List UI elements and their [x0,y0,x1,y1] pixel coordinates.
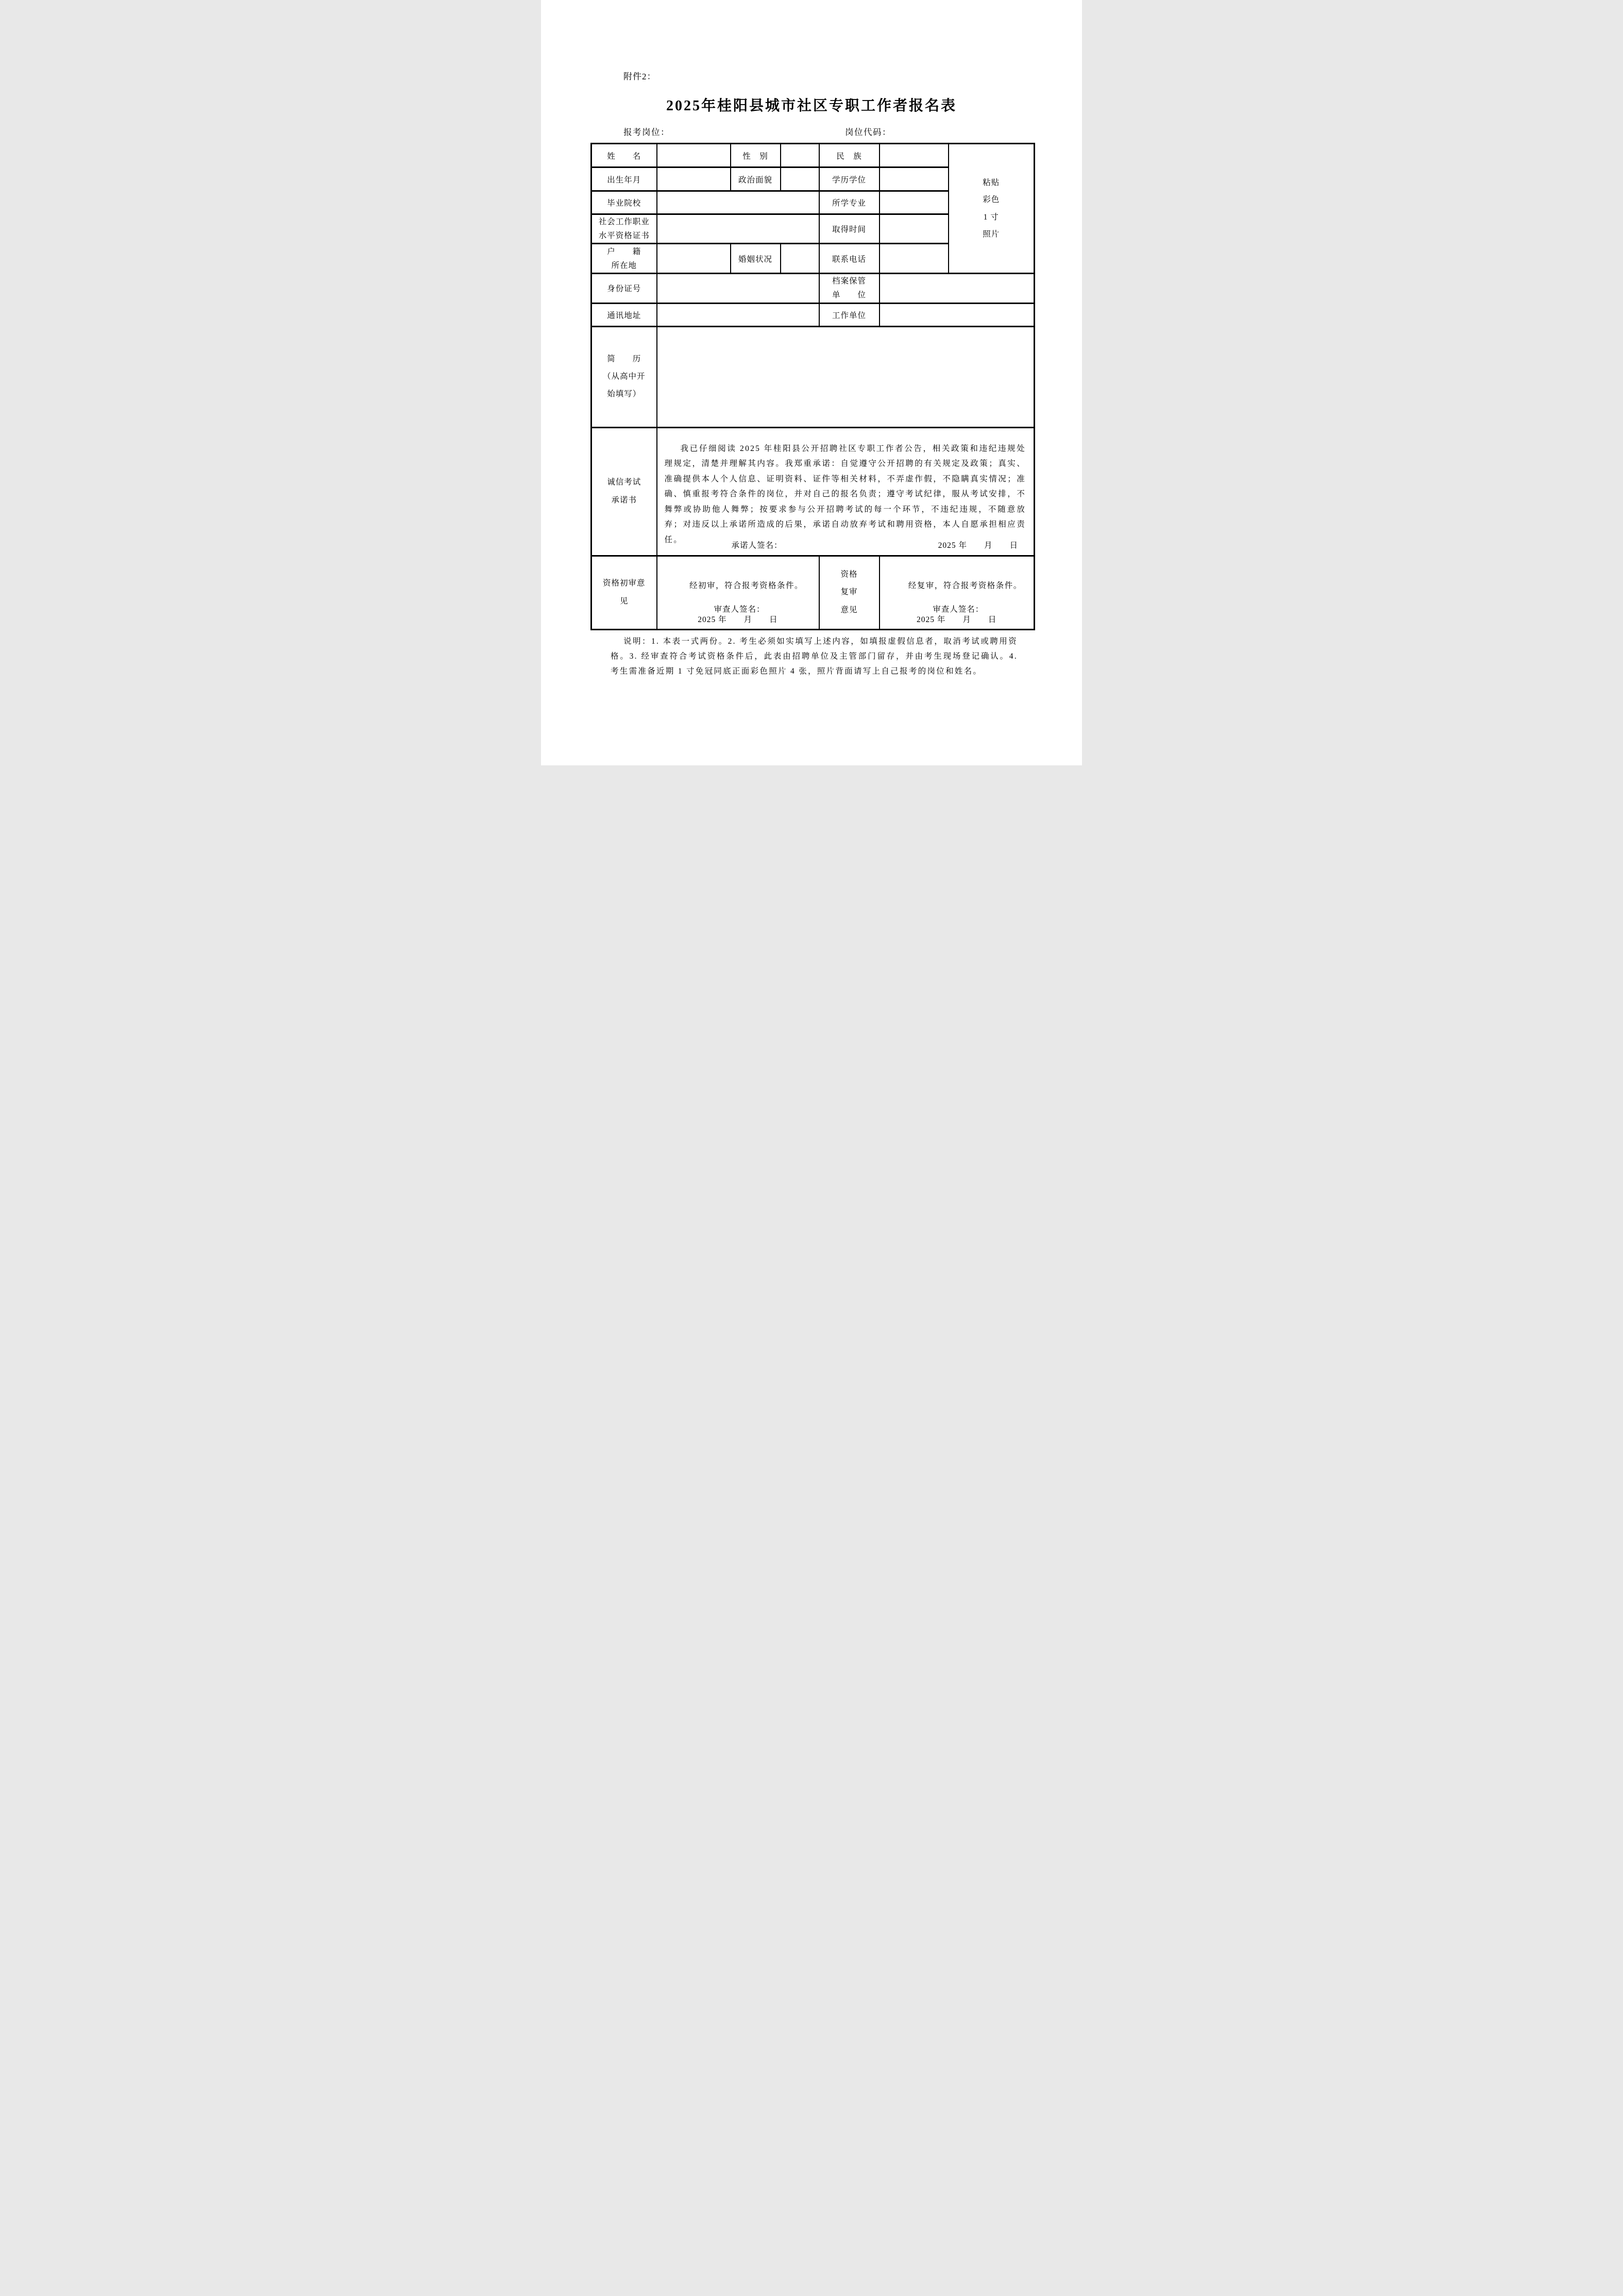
gender-value-cell[interactable] [781,144,819,167]
school-value-cell[interactable] [657,191,819,214]
initial-review-date[interactable]: 2025 年 月 日 [698,615,778,624]
re-review-label: 资格 复审 意见 [819,556,880,629]
page-title: 2025年桂阳县城市社区专职工作者报名表 [666,98,957,114]
pledge-label: 诚信考试 承诺书 [591,427,657,556]
residence-value-cell[interactable] [657,244,731,274]
marriage-value-cell[interactable] [781,244,819,274]
birth-label: 出生年月 [591,167,657,191]
photo-text-line: 粘贴 [983,178,1000,187]
initial-review-content-cell [657,556,819,629]
employer-label: 工作单位 [819,303,880,326]
photo-text-line: 彩色 [983,195,1000,205]
name-value-cell[interactable] [657,144,731,167]
employer-value-cell[interactable] [880,303,1035,326]
school-label: 毕业院校 [591,191,657,214]
meta-row [623,125,1046,137]
attachment-label: 附件2： [623,72,656,81]
row-review [591,556,1035,629]
row-name [591,144,1035,167]
phone-label: 联系电话 [819,244,880,274]
cert-time-value-cell[interactable] [880,214,949,244]
address-label: 通讯地址 [591,303,657,326]
photo-text-line: 1 寸 [983,212,999,222]
row-address [591,303,1035,326]
pledge-date[interactable]: 2025 年 月 日 [938,541,1018,550]
pledge-signer-label[interactable]: 承诺人签名： [731,541,783,550]
row-resume [591,326,1035,427]
social-cert-value-cell[interactable] [657,214,819,244]
birth-value-cell[interactable] [657,167,731,191]
initial-review-signer-label[interactable]: 审查人签名： [714,605,765,614]
social-cert-label: 社会工作职业 水平资格证书 [591,214,657,244]
residence-label: 户 籍 所在地 [591,244,657,274]
re-review-date[interactable]: 2025 年 月 日 [917,615,997,624]
education-label: 学历学位 [819,167,880,191]
pledge-body-text: 我已仔细阅读 2025 年桂阳县公开招聘社区专职工作者公告，相关政策和违纪违规处理规定，清楚并理解其内容。我郑重承诺：自觉遵守公开招聘的有关规定及政策；真实、准确提供本人个人信息、证明资料、证件等相关材料，不弄虚作假，不隐瞒真实情况；准确、慎重报考符合条件的岗位，并对自己的报名负责；遵守考试纪律，服从考试安排，不舞弊或协助他人舞弊；按要求参与公开招聘考试的每一个环节，不违纪违规，不随意放弃；对违反以上承诺所造成的后果，承诺自动放弃考试和聘用资格，本人自愿承担相应责任。 [664,444,1026,544]
resume-value-cell[interactable] [657,326,1035,427]
political-value-cell[interactable] [781,167,819,191]
id-value-cell[interactable] [657,274,819,303]
archive-value-cell[interactable] [880,274,1035,303]
re-review-content-cell [880,556,1035,629]
pledge-signature-line [732,539,1019,550]
major-value-cell[interactable] [880,191,949,214]
education-value-cell[interactable] [880,167,949,191]
resume-label: 简 历 （从高中开 始填写） [591,326,657,427]
political-label: 政治面貌 [731,167,781,191]
initial-review-conclusion: 经初审，符合报考资格条件。 [689,581,803,590]
gender-label: 性 别 [731,144,781,167]
ethnicity-value-cell[interactable] [880,144,949,167]
photo-paste-box[interactable] [949,144,1035,274]
form-page [541,0,1082,765]
row-id-number [591,274,1035,303]
id-label: 身份证号 [591,274,657,303]
initial-review-label: 资格初审意 见 [591,556,657,629]
photo-text-line: 照片 [983,229,1000,239]
phone-value-cell[interactable] [880,244,949,274]
application-form-table [590,143,1035,630]
cert-time-label: 取得时间 [819,214,880,244]
re-review-conclusion: 经复审，符合报考资格条件。 [908,581,1022,590]
ethnicity-label: 民 族 [819,144,880,167]
position-applied-label: 报考岗位： [623,127,670,137]
position-code-label: 岗位代码： [845,127,891,137]
archive-label: 档案保管 单 位 [819,274,880,303]
re-review-signer-label[interactable]: 审查人签名： [933,605,984,614]
row-pledge [591,427,1035,556]
name-label: 姓 名 [591,144,657,167]
footer-notes: 说明：1. 本表一式两份。2. 考生必须如实填写上述内容，如填报虚假信息者，取消考试或聘用资格。3. 经审查符合考试资格条件后，此表由招聘单位及主管部门留存，并由考生现场登记确认。4. 考生需准备近期 1 寸免冠同底正面彩色照片 4 张，照片背面请写上自己报考的岗位和姓名。 [611,637,1018,676]
major-label: 所学专业 [819,191,880,214]
pledge-content-cell [657,427,1035,556]
marriage-label: 婚姻状况 [731,244,781,274]
address-value-cell[interactable] [657,303,819,326]
